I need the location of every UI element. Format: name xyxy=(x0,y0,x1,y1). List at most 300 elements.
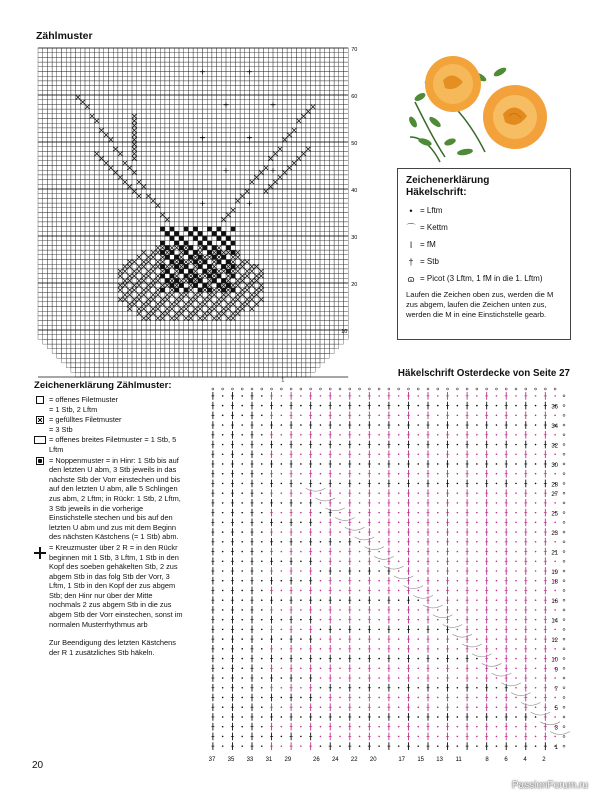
filet-cell xyxy=(109,245,114,250)
filet-cell xyxy=(66,142,71,147)
filet-cell xyxy=(38,142,43,147)
filet-cell xyxy=(301,349,306,354)
filet-cell xyxy=(66,255,71,260)
filet-cell xyxy=(306,57,311,62)
filet-cell xyxy=(38,67,43,72)
filet-cell xyxy=(160,175,165,180)
filet-cell xyxy=(212,236,217,241)
filet-cell xyxy=(259,227,264,232)
filet-filled-cell xyxy=(198,241,203,246)
filet-cross-mark xyxy=(212,307,217,312)
filet-cell xyxy=(113,48,118,53)
filet-cross-mark xyxy=(123,297,128,302)
filet-cell xyxy=(99,133,104,138)
filet-cell xyxy=(245,311,250,316)
filet-cell xyxy=(235,358,240,363)
filet-cell xyxy=(118,142,123,147)
filet-cell xyxy=(160,161,165,166)
filet-cell xyxy=(329,227,334,232)
filet-cell xyxy=(99,330,104,335)
filet-cell xyxy=(235,100,240,105)
filet-cell xyxy=(207,180,212,185)
filet-cross-mark xyxy=(156,302,161,307)
filet-cross-mark xyxy=(235,311,240,316)
filet-cell xyxy=(193,72,198,77)
filet-cell xyxy=(43,231,48,236)
filet-cell xyxy=(325,95,330,100)
filet-cell xyxy=(62,128,67,133)
filet-cell xyxy=(52,170,57,175)
filet-cell xyxy=(325,236,330,241)
filet-cell xyxy=(123,208,128,213)
filet-cell xyxy=(62,231,67,236)
filet-cell xyxy=(212,142,217,147)
filet-filled-cell xyxy=(221,255,226,260)
filet-cell xyxy=(113,260,118,265)
filet-cell xyxy=(113,330,118,335)
filet-cell xyxy=(268,161,273,166)
filet-cell xyxy=(71,227,76,232)
filet-cell xyxy=(306,81,311,86)
filet-cell xyxy=(278,142,283,147)
filet-cell xyxy=(160,180,165,185)
filet-cell xyxy=(264,325,269,330)
filet-cell xyxy=(123,217,128,222)
filet-cell xyxy=(325,119,330,124)
filet-cell xyxy=(292,358,297,363)
filet-cell xyxy=(264,156,269,161)
filet-cell xyxy=(198,128,203,133)
filet-cell xyxy=(113,137,118,142)
filet-cell xyxy=(250,147,255,152)
filet-cell xyxy=(245,227,250,232)
filet-cell xyxy=(43,76,48,81)
filet-cell xyxy=(334,236,339,241)
filet-cell xyxy=(165,67,170,72)
filet-cell xyxy=(43,53,48,58)
filet-cell xyxy=(344,236,349,241)
filet-cell xyxy=(325,344,330,349)
filet-cell xyxy=(221,147,226,152)
filet-cell xyxy=(118,321,123,326)
filet-cell xyxy=(311,264,316,269)
filet-cell xyxy=(170,198,175,203)
filet-cell xyxy=(339,156,344,161)
filet-cross-mark xyxy=(188,283,193,288)
filet-cell xyxy=(282,53,287,58)
filet-cell xyxy=(174,372,179,377)
filet-cell xyxy=(156,95,161,100)
filet-cell xyxy=(90,255,95,260)
filet-cell xyxy=(231,194,236,199)
filet-cell xyxy=(118,344,123,349)
filet-cell xyxy=(47,147,52,152)
filet-cell xyxy=(104,344,109,349)
filet-cell xyxy=(297,57,302,62)
filet-cell xyxy=(198,81,203,86)
filet-cell xyxy=(160,76,165,81)
filet-cell xyxy=(76,151,81,156)
filet-cell xyxy=(85,198,90,203)
filet-cell xyxy=(235,302,240,307)
filet-cell xyxy=(123,128,128,133)
filet-cell xyxy=(344,184,349,189)
filet-cell xyxy=(217,86,222,91)
filet-cell xyxy=(231,339,236,344)
filet-cell xyxy=(306,325,311,330)
filet-cell xyxy=(132,109,137,114)
filet-cross-mark xyxy=(203,297,208,302)
filet-cell xyxy=(184,137,189,142)
filet-cell xyxy=(212,128,217,133)
filet-cell xyxy=(85,208,90,213)
filet-cell xyxy=(235,325,240,330)
filet-cell xyxy=(165,95,170,100)
filet-cell xyxy=(198,217,203,222)
filet-cell xyxy=(123,368,128,373)
filet-cell xyxy=(344,260,349,265)
filet-cell xyxy=(99,175,104,180)
filet-cell xyxy=(245,217,250,222)
filet-cell xyxy=(193,339,198,344)
filet-cell xyxy=(259,302,264,307)
filet-cell xyxy=(306,274,311,279)
filet-cell xyxy=(156,48,161,53)
filet-cell xyxy=(80,175,85,180)
filet-cross-mark xyxy=(250,278,255,283)
filet-cell xyxy=(240,269,245,274)
filet-cross-mark xyxy=(127,274,132,279)
filet-cell xyxy=(315,330,320,335)
filet-cell xyxy=(268,354,273,359)
filet-cell xyxy=(156,137,161,142)
filet-cell xyxy=(165,208,170,213)
filet-cell xyxy=(259,104,264,109)
filet-filled-cell xyxy=(203,260,208,265)
filet-cell xyxy=(179,81,184,86)
filet-cell xyxy=(137,109,142,114)
filet-cell xyxy=(329,194,334,199)
filet-cell xyxy=(320,166,325,171)
filet-cell xyxy=(297,123,302,128)
filet-cell xyxy=(184,339,189,344)
filet-cell xyxy=(217,194,222,199)
filet-cell xyxy=(170,203,175,208)
filet-cell xyxy=(231,180,236,185)
filet-cross-mark xyxy=(231,260,236,265)
filet-cell xyxy=(179,53,184,58)
filet-cell xyxy=(292,198,297,203)
filet-cell xyxy=(104,311,109,316)
filet-cell xyxy=(184,330,189,335)
filet-cross-mark xyxy=(301,151,306,156)
filet-cell xyxy=(170,255,175,260)
filet-cell xyxy=(113,175,118,180)
filet-cell xyxy=(62,72,67,77)
filet-cell xyxy=(245,354,250,359)
filet-cell xyxy=(118,114,123,119)
filet-cell xyxy=(231,166,236,171)
filet-cell xyxy=(113,264,118,269)
filet-cell xyxy=(165,180,170,185)
filet-cell xyxy=(94,354,99,359)
filet-cell xyxy=(254,151,259,156)
filet-cell xyxy=(179,368,184,373)
filet-cell xyxy=(278,354,283,359)
filet-cell xyxy=(99,274,104,279)
filet-cell xyxy=(240,213,245,218)
filet-cell xyxy=(170,208,175,213)
filet-cell xyxy=(99,81,104,86)
filet-cell xyxy=(99,349,104,354)
filet-cell xyxy=(297,292,302,297)
filet-cell xyxy=(287,354,292,359)
filet-cell xyxy=(235,86,240,91)
filet-cell xyxy=(104,368,109,373)
filet-cell xyxy=(80,363,85,368)
filet-cell xyxy=(104,245,109,250)
filet-cell xyxy=(301,260,306,265)
filet-cell xyxy=(141,147,146,152)
filet-cell xyxy=(250,166,255,171)
filet-cell xyxy=(123,339,128,344)
filet-cross-mark xyxy=(193,255,198,260)
filet-cell xyxy=(52,321,57,326)
filet-cell xyxy=(235,175,240,180)
filet-cell xyxy=(127,81,132,86)
filet-cell xyxy=(278,151,283,156)
filet-cell xyxy=(235,208,240,213)
filet-cell xyxy=(207,156,212,161)
filet-cell xyxy=(240,311,245,316)
filet-cell xyxy=(109,297,114,302)
filet-cell xyxy=(165,213,170,218)
filet-cell xyxy=(339,222,344,227)
filet-cell xyxy=(123,330,128,335)
filet-cell xyxy=(104,67,109,72)
filet-cell xyxy=(118,137,123,142)
filet-cell xyxy=(184,321,189,326)
filet-cell xyxy=(207,151,212,156)
filet-cell xyxy=(52,53,57,58)
filet-cell xyxy=(141,123,146,128)
filet-cell xyxy=(231,278,236,283)
filet-cell xyxy=(329,241,334,246)
filet-cell xyxy=(306,349,311,354)
filet-cell xyxy=(240,245,245,250)
filet-cell xyxy=(160,358,165,363)
filet-cell xyxy=(301,241,306,246)
filet-cell xyxy=(292,76,297,81)
filet-cell xyxy=(127,236,132,241)
filet-cell xyxy=(240,321,245,326)
filet-cell xyxy=(94,184,99,189)
filet-cell xyxy=(264,297,269,302)
filet-cell xyxy=(127,255,132,260)
filet-cell xyxy=(306,302,311,307)
filet-cell xyxy=(198,358,203,363)
filet-cell xyxy=(221,72,226,77)
filet-cell xyxy=(273,269,278,274)
filet-cell xyxy=(104,274,109,279)
filet-cross-mark xyxy=(212,260,217,265)
filet-cell xyxy=(57,307,62,312)
filet-cell xyxy=(71,213,76,218)
filet-cell xyxy=(165,288,170,293)
filet-cell xyxy=(52,307,57,312)
filet-cell xyxy=(43,250,48,255)
filet-cell xyxy=(282,142,287,147)
filet-cell xyxy=(94,48,99,53)
filet-cell xyxy=(146,95,151,100)
filet-cell xyxy=(315,57,320,62)
filet-cell xyxy=(198,208,203,213)
filet-cell xyxy=(137,241,142,246)
filet-cell xyxy=(52,283,57,288)
filet-cell xyxy=(193,241,198,246)
filet-cell xyxy=(250,217,255,222)
filet-filled-cell xyxy=(217,250,222,255)
filet-cell xyxy=(80,90,85,95)
filet-cell xyxy=(188,264,193,269)
filet-cross-mark xyxy=(254,264,259,269)
filet-cell xyxy=(297,321,302,326)
filet-cell xyxy=(57,180,62,185)
filet-cross-mark xyxy=(165,264,170,269)
filet-cell xyxy=(264,349,269,354)
filet-cell xyxy=(325,72,330,77)
filet-cell xyxy=(52,222,57,227)
filet-cell xyxy=(170,137,175,142)
filet-cell xyxy=(113,184,118,189)
filet-cell xyxy=(212,283,217,288)
filet-cell xyxy=(315,109,320,114)
filet-cell xyxy=(226,62,231,67)
filet-cell xyxy=(287,151,292,156)
filet-cell xyxy=(282,175,287,180)
filet-cell xyxy=(188,217,193,222)
filet-cell xyxy=(235,90,240,95)
filet-cell xyxy=(94,62,99,67)
filet-cell xyxy=(282,62,287,67)
filet-cell xyxy=(273,278,278,283)
filet-cell xyxy=(259,53,264,58)
filet-cell xyxy=(52,166,57,171)
filet-cell xyxy=(250,184,255,189)
filet-cell xyxy=(90,311,95,316)
filet-cell xyxy=(264,222,269,227)
filet-cell xyxy=(174,330,179,335)
filet-cell xyxy=(113,283,118,288)
filet-cell xyxy=(38,90,43,95)
filet-cell xyxy=(301,278,306,283)
filet-cell xyxy=(127,189,132,194)
filet-cell xyxy=(165,236,170,241)
filet-cell xyxy=(179,151,184,156)
filet-cell xyxy=(66,307,71,312)
filet-cell xyxy=(231,76,236,81)
filet-cell xyxy=(311,67,316,72)
filet-cell xyxy=(278,86,283,91)
filet-filled-cell xyxy=(174,231,179,236)
filet-cell xyxy=(90,283,95,288)
filet-cell xyxy=(250,302,255,307)
filet-cell xyxy=(231,213,236,218)
filet-filled-cell xyxy=(231,227,236,232)
filet-cell xyxy=(179,288,184,293)
filet-cell xyxy=(38,264,43,269)
filet-cell xyxy=(188,114,193,119)
filet-cell xyxy=(94,283,99,288)
filet-cell xyxy=(188,156,193,161)
filet-cell xyxy=(344,231,349,236)
filet-cross-mark xyxy=(132,119,137,124)
filet-cross-mark xyxy=(235,297,240,302)
filet-cell xyxy=(193,76,198,81)
filet-cell xyxy=(184,222,189,227)
filet-cell xyxy=(268,339,273,344)
filet-cell xyxy=(109,311,114,316)
filet-cell xyxy=(141,142,146,147)
filet-cell xyxy=(301,142,306,147)
filet-cell xyxy=(66,198,71,203)
filet-cross-mark xyxy=(160,245,165,250)
filet-cross-mark xyxy=(188,311,193,316)
filet-cell xyxy=(240,372,245,377)
filet-cell xyxy=(282,278,287,283)
filet-cell xyxy=(315,194,320,199)
filet-cell xyxy=(250,53,255,58)
filet-cell xyxy=(292,368,297,373)
filet-cell xyxy=(273,250,278,255)
filet-cell xyxy=(179,76,184,81)
filet-cell xyxy=(273,302,278,307)
filet-cell xyxy=(104,104,109,109)
filet-cell xyxy=(329,100,334,105)
filet-cell xyxy=(85,236,90,241)
filet-cell xyxy=(132,250,137,255)
filet-cell xyxy=(203,76,208,81)
filet-cell xyxy=(240,236,245,241)
filet-cell xyxy=(146,151,151,156)
filet-cell xyxy=(179,180,184,185)
filet-cell xyxy=(240,86,245,91)
filet-cross-mark xyxy=(141,264,146,269)
filet-cell xyxy=(250,104,255,109)
filet-cell xyxy=(118,123,123,128)
filet-cell xyxy=(212,311,217,316)
filet-cell xyxy=(118,170,123,175)
filet-cell xyxy=(113,213,118,218)
filet-cell xyxy=(62,109,67,114)
filet-cell xyxy=(254,335,259,340)
filet-cell xyxy=(85,180,90,185)
filet-cell xyxy=(292,48,297,53)
filet-cell xyxy=(38,72,43,77)
filet-cell xyxy=(137,161,142,166)
filet-cell xyxy=(80,142,85,147)
filet-cell xyxy=(301,250,306,255)
filet-cell xyxy=(132,321,137,326)
filet-cell xyxy=(254,321,259,326)
filet-cross-mark xyxy=(217,302,222,307)
filet-cell xyxy=(109,274,114,279)
filet-cell xyxy=(170,156,175,161)
filet-cell xyxy=(52,76,57,81)
filet-cross-mark xyxy=(250,307,255,312)
filet-filled-cell xyxy=(184,264,189,269)
filet-cell xyxy=(329,316,334,321)
